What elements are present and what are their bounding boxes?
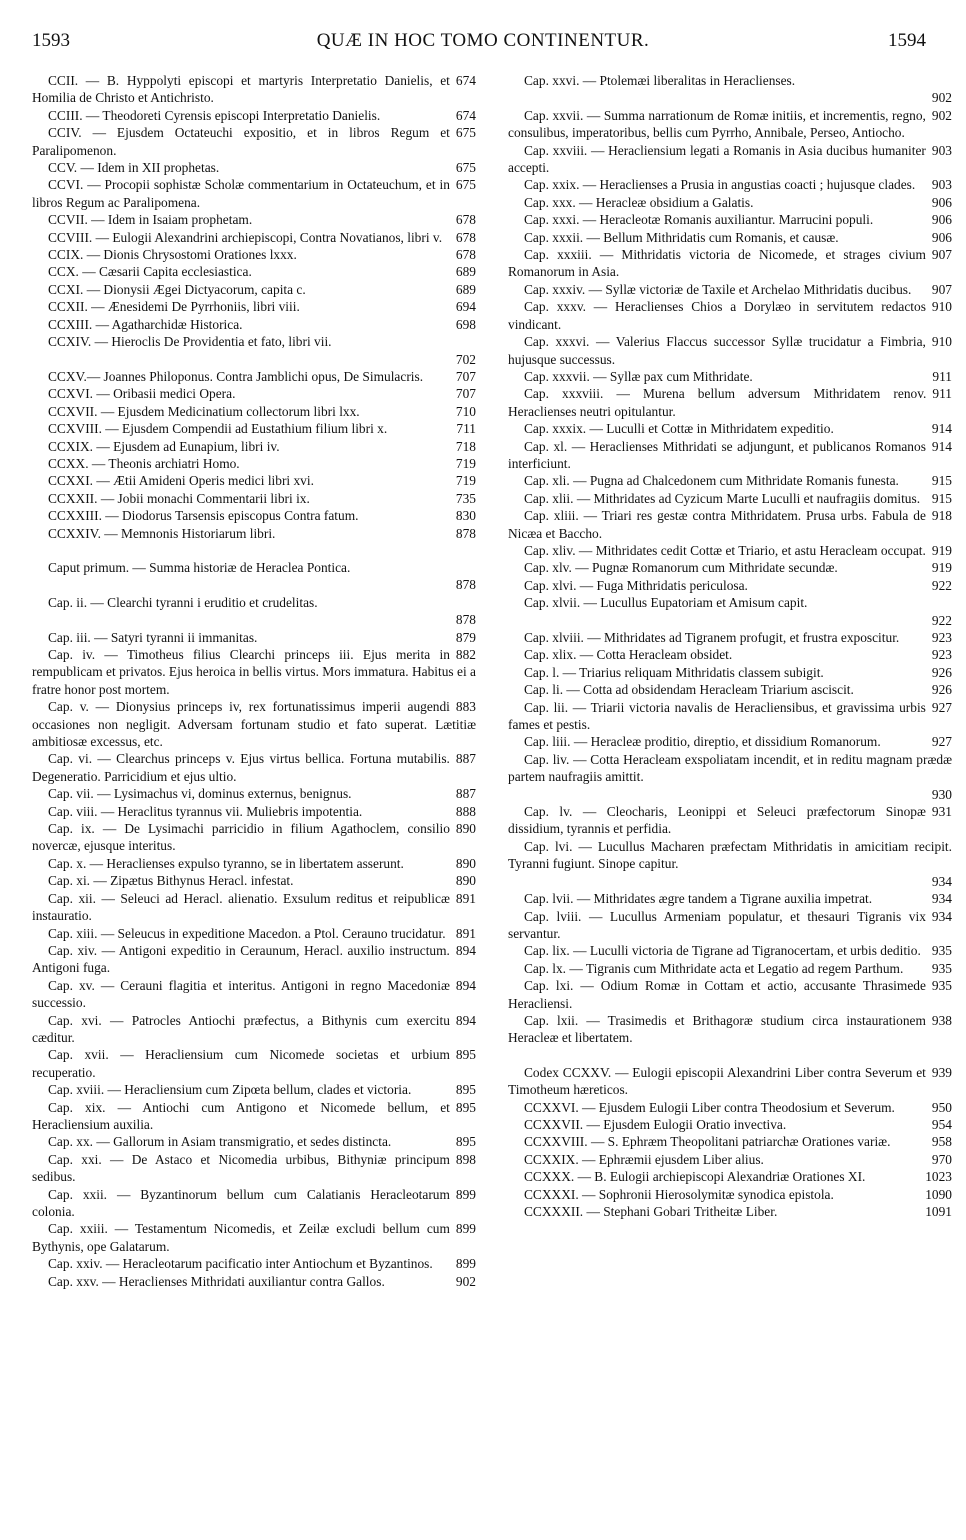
toc-entry-text: CCV. — Idem in XII prophetas. (48, 160, 220, 176)
toc-entry (508, 733, 952, 750)
toc-entry-text: Cap. xxxi. — Heracleotæ Romanis auxiliantur. Marrucini populi. (524, 212, 874, 228)
toc-entry-text: Cap. xviii. — Heracliensium cum Zipœta bellum, clades et victoria. (48, 1082, 412, 1098)
toc-entry (508, 577, 952, 594)
toc-entry-text: Cap. xxix. — Heraclienses a Prusia in angustias coacti ; hujusque clades. (524, 177, 916, 193)
toc-page-number: 878 (455, 577, 476, 593)
toc-page-number: 879 (455, 629, 476, 645)
toc-entry-text: Cap. liv. — Cotta Heracleam exspoliatam incendit, et in reditu magnam prædæ partem naufragiis amittit. (508, 751, 952, 785)
toc-page-number: 882 (455, 647, 476, 662)
toc-page-number: 923 (931, 647, 952, 663)
toc-page-number: 915 (931, 490, 952, 506)
toc-entry-text: Cap. xv. — Cerauni flagitia et interitus. Antigoni in regno Macedoniæ successio. (32, 977, 450, 1011)
toc-page-number: 914 (931, 421, 952, 437)
toc-entry (32, 124, 476, 159)
toc-page-number: 689 (455, 264, 476, 280)
toc-page-number: 887 (455, 786, 476, 802)
toc-entry-text: Cap. xxxiv. — Syllæ victoriæ de Taxile et Archelao Mithridatis ducibus. (524, 281, 912, 297)
toc-page-number: 678 (455, 212, 476, 228)
toc-entry (32, 1099, 476, 1134)
toc-entry (508, 629, 952, 646)
toc-page-number: 674 (455, 73, 476, 88)
toc-entry-text: Cap. iv. — Timotheus filius Clearchi princeps iii. Ejus merita in rempublicam et privatos. Ejus heroica in bellis virtus. Mors immatura. Habitus ei a fratre honor post mortem. (32, 647, 476, 697)
toc-entry (508, 908, 952, 943)
toc-entry (32, 890, 476, 925)
toc-entry-text: CCVI. — Procopii sophistæ Scholæ commentarium in Octateuchum, et in libros Regum ac Paralipomena. (32, 177, 450, 210)
toc-page-number: 934 (931, 873, 952, 889)
toc-entry-text: Cap. xlix. — Cotta Heracleam obsidet. (524, 647, 733, 663)
toc-entry (32, 107, 476, 124)
toc-entry (32, 507, 476, 524)
toc-entry-text: Cap. vi. — Clearchus princeps v. Ejus virtus bellica. Fortuna mutabilis. Degeneratio. Parricidium et ejus ultio. (32, 751, 450, 784)
toc-entry-text: CCXXXII. — Stephani Gobari Tritheitæ Liber. (524, 1204, 778, 1219)
toc-entry-text: Cap. viii. — Heraclitus tyrannus vii. Muliebris impotentia. (48, 803, 363, 819)
toc-entry-text: Cap. l. — Triarius reliquam Mithridatis classem subigit. (524, 664, 824, 680)
toc-entry-text: Cap. xix. — Antiochi cum Antigono et Nicomede bellum, et Heracliensium auxilia. (32, 1099, 450, 1132)
toc-entry (508, 1168, 952, 1185)
toc-entry (32, 159, 476, 176)
toc-page-number: 878 (455, 525, 476, 541)
toc-entry (32, 1012, 476, 1047)
toc-entry-text: CCXX. — Theonis archiatri Homo. (48, 455, 240, 471)
toc-page-number: 919 (931, 542, 952, 558)
toc-entry (508, 176, 952, 193)
toc-entry-text: CCXXII. — Jobii monachi Commentarii libri ix. (48, 490, 310, 506)
toc-entry (508, 1099, 952, 1116)
toc-entry (508, 229, 952, 246)
toc-entry (508, 281, 952, 298)
toc-entry (32, 420, 476, 437)
toc-entry-text: Cap. xxxii. — Bellum Mithridatis cum Romanis, et causæ. (524, 229, 839, 245)
toc-entry (32, 316, 476, 333)
toc-entry-text: CCXV.— Joannes Philoponus. Contra Jamblichi opus, De Simulacris. (48, 368, 424, 384)
toc-entry-text: Cap. lii. — Triarii victoria navalis de Heracliensibus, et gravissima urbis fames et pestis. (508, 699, 926, 733)
toc-entry-text: Cap. liii. — Heracleæ proditio, direptio, et dissidium Romanorum. (524, 734, 881, 750)
toc-entry-text: Cap. xlvi. — Fuga Mithridatis periculosa. (524, 577, 748, 593)
toc-page-number: 891 (455, 890, 476, 906)
toc-page-number: 678 (455, 229, 476, 245)
toc-page-number: 689 (455, 281, 476, 297)
toc-page-number: 934 (931, 891, 952, 907)
toc-page-number: 919 (931, 560, 952, 576)
toc-page-number: 894 (455, 942, 476, 958)
toc-entry-text: CCXII. — Ænesidemi De Pyrrhoniis, libri viii. (48, 299, 300, 315)
toc-entry-text: CCXXVII. — Ejusdem Eulogii Oratio invectiva. (524, 1116, 787, 1132)
toc-page-number: 911 (932, 386, 952, 402)
toc-entry (32, 559, 476, 594)
toc-entry (508, 490, 952, 507)
toc-entry-text: Cap. xx. — Gallorum in Asiam transmigratio, et sedes distincta. (48, 1134, 392, 1150)
toc-entry-text: Cap. iii. — Satyri tyranni ii immanitas. (48, 629, 258, 645)
toc-entry-text: Cap. xxi. — De Astaco et Nicomedia urbibus, Bithyniæ principum sedibus. (32, 1151, 450, 1185)
toc-entry-text: CCXIX. — Ejusdem ad Eunapium, libri iv. (48, 438, 280, 454)
toc-page-number: 711 (456, 421, 476, 437)
toc-entry (508, 1012, 952, 1047)
toc-entry (508, 942, 952, 959)
toc-entry (32, 925, 476, 942)
toc-entry-text: Cap. xiv. — Antigoni expeditio in Ceraunum, Heracl. auxilio instructum. Antigoni fuga. (32, 942, 450, 976)
toc-entry (508, 298, 952, 333)
toc-page-number: 675 (455, 160, 476, 176)
toc-entry (508, 438, 952, 473)
toc-entry (32, 455, 476, 472)
toc-entry-text: CCXVII. — Ejusdem Medicinatium collectorum libri lxx. (48, 403, 360, 419)
toc-page-number: 887 (455, 751, 476, 767)
toc-entry-text: Cap. xlviii. — Mithridates ad Tigranem profugit, et frustra exposcitur. (524, 630, 900, 645)
toc-entry-text: Cap. xliii. — Triari res gestæ contra Mithridatem. Prusa urbs. Fabula de Nicæa et Baccho. (508, 508, 926, 541)
toc-entry-text: CCX. — Cæsarii Capita ecclesiastica. (48, 264, 252, 280)
toc-entry (32, 942, 476, 977)
toc-page-number: 903 (931, 142, 952, 158)
toc-page-number: 719 (455, 455, 476, 471)
toc-entry (32, 490, 476, 507)
toc-page-number: 903 (931, 177, 952, 193)
toc-page-number: 891 (455, 925, 476, 941)
toc-page-number: 707 (455, 368, 476, 384)
toc-entry-text: Cap. xxxviii. — Murena bellum adversum Mithridatem renov. Heraclienses neutri opitulantur. (508, 386, 927, 419)
toc-page-number: 898 (455, 1151, 476, 1167)
toc-page-number: 883 (455, 699, 476, 715)
toc-entry (508, 385, 952, 420)
toc-entry (32, 1220, 476, 1255)
toc-page-number: 894 (455, 977, 476, 993)
toc-entry-text: Cap. xiii. — Seleucus in expeditione Macedon. a Ptol. Cerauno trucidatur. (48, 925, 446, 941)
toc-entry (508, 472, 952, 489)
right-column (508, 72, 952, 1220)
toc-entry (32, 594, 476, 629)
toc-entry (32, 438, 476, 455)
toc-page-number: 899 (455, 1221, 476, 1237)
toc-page-number: 911 (932, 368, 952, 384)
toc-entry (508, 699, 952, 734)
toc-page-number: 895 (455, 1099, 476, 1115)
toc-entry-text: Cap. xxx. — Heracleæ obsidium a Galatis. (524, 194, 754, 210)
toc-entry (508, 803, 952, 838)
toc-entry-text: Cap. xxviii. — Heracliensium legati a Romanis in Asia ducibus humaniter accepti. (508, 142, 926, 176)
toc-entry (508, 107, 952, 142)
toc-entry (32, 646, 476, 698)
toc-entry-text: Cap. xvii. — Heracliensium cum Nicomede societas et urbium recuperatio. (32, 1047, 450, 1080)
toc-entry-text: Cap. lviii. — Lucullus Armeniam populatur, et thesauri Tigranis vix servantur. (508, 908, 926, 941)
toc-page-number: 1090 (925, 1186, 952, 1202)
toc-entry (508, 368, 952, 385)
toc-entry-text: Cap. xli. — Pugna ad Chalcedonem cum Mithridate Romanis funesta. (524, 473, 899, 489)
toc-entry-text: Cap. lxi. — Odium Romæ in Cottam et actio, accusante Thrasimede Heracliensi. (508, 978, 926, 1011)
toc-page-number: 914 (931, 438, 952, 454)
toc-entry-text: Cap. lv. — Cleocharis, Leonippi et Seleuci præfectorum Sinopæ dissidium, tyrannis et perfidia. (508, 804, 926, 837)
toc-entry (508, 194, 952, 211)
toc-entry (508, 559, 952, 576)
toc-entry-text: Cap. v. — Dionysius princeps iv, rex fortunatissimus imperii augendi occasiones non negligit. Adversam fortunam studio et fato superat. Lætitiæ ambitiosæ excessus, etc. (32, 699, 476, 750)
toc-entry-text: CCII. — B. Hyppolyti episcopi et martyris Interpretatio Danielis, et Homilia de Christo et Antichristo. (32, 73, 450, 106)
toc-entry-text: Cap. xxxvii. — Syllæ pax cum Mithridate. (524, 368, 753, 384)
toc-entry (32, 1133, 476, 1150)
toc-page-number: 707 (455, 386, 476, 402)
toc-page-number: 894 (455, 1012, 476, 1028)
toc-page-number: 906 (931, 229, 952, 245)
toc-page-number: 906 (931, 194, 952, 210)
toc-entry (508, 890, 952, 907)
toc-page-number: 890 (455, 873, 476, 889)
toc-entry-text: Cap. li. — Cotta ad obsidendam Heracleam Triarium asciscit. (524, 682, 854, 698)
toc-entry (508, 1116, 952, 1133)
toc-entry (32, 1046, 476, 1081)
toc-entry (32, 298, 476, 315)
toc-entry-text: CCXXX. — B. Eulogii archiepiscopi Alexandriæ Orationes XI. (524, 1169, 866, 1185)
toc-entry-text: Cap. xxiii. — Testamentum Nicomedis, et Zeilæ excludi bellum cum Bythynis, ope Galatarum. (32, 1221, 450, 1254)
toc-page-number: 931 (931, 804, 952, 820)
toc-entry (508, 838, 952, 890)
toc-entry (32, 403, 476, 420)
toc-entry (32, 385, 476, 402)
toc-entry-text: Cap. lix. — Luculli victoria de Tigrane ad Tigranocertam, et urbis deditio. (524, 943, 921, 959)
toc-entry-text: Cap. xxiv. — Heracleotarum pacificatio inter Antiochum et Byzantinos. (48, 1256, 433, 1272)
toc-entry (508, 751, 952, 803)
toc-entry (32, 872, 476, 889)
toc-page-number: 735 (455, 490, 476, 506)
toc-page-number: 938 (931, 1012, 952, 1028)
toc-entry (32, 1151, 476, 1186)
left-column (32, 72, 476, 1290)
toc-page-number: 907 (931, 281, 952, 297)
toc-page-number: 939 (931, 1064, 952, 1080)
toc-page-number: 970 (931, 1151, 952, 1167)
toc-page-number: 830 (455, 508, 476, 524)
toc-page-number: 910 (931, 299, 952, 315)
toc-entry-text: CCXIV. — Hieroclis De Providentia et fato, libri vii. (48, 334, 332, 350)
toc-entry (32, 229, 476, 246)
toc-page-number: 927 (931, 699, 952, 715)
toc-entry (32, 246, 476, 263)
toc-entry-text: Cap. ii. — Clearchi tyranni i eruditio et crudelitas. (48, 594, 318, 610)
toc-page-number: 694 (455, 299, 476, 315)
toc-page-number: 954 (931, 1116, 952, 1132)
toc-entry-text: Cap. xxii. — Byzantinorum bellum cum Calatianis Heracleotarum colonia. (32, 1186, 450, 1219)
toc-entry (508, 1151, 952, 1168)
toc-entry-text: CCXXVI. — Ejusdem Eulogii Liber contra Theodosium et Severum. (524, 1099, 895, 1115)
toc-page-number: 922 (931, 577, 952, 593)
toc-entry (32, 750, 476, 785)
toc-page-number: 675 (455, 177, 476, 193)
toc-page-number: 935 (931, 943, 952, 959)
toc-entry-text: Cap. xxvii. — Summa narrationum de Romæ initiis, et incrementis, regno, consulibus, imperatoribus, bellis cum Pyrrho, Annibale, Perseo, Antiocho. (508, 107, 926, 141)
toc-entry-text: Cap. x. — Heraclienses expulso tyranno, se in libertatem asserunt. (48, 855, 404, 871)
toc-entry (508, 542, 952, 559)
toc-entry (508, 211, 952, 228)
toc-entry (32, 820, 476, 855)
toc-page-number: 915 (931, 473, 952, 489)
toc-entry-text: Cap. lvii. — Mithridates ægre tandem a Tigrane auxilia impetrat. (524, 891, 873, 907)
toc-page-number: 674 (455, 107, 476, 123)
toc-entry-text: Cap. ix. — De Lysimachi parricidio in filium Agathoclem, consilio novercæ, ejusque interitus. (32, 821, 450, 854)
toc-page-number: 902 (931, 107, 952, 123)
toc-page-number: 710 (455, 403, 476, 419)
page-number-left: 1593 (32, 30, 70, 51)
toc-page-number: 922 (931, 612, 952, 628)
toc-entry-text: CCXVIII. — Ejusdem Compendii ad Eustathium filium libri x. (48, 421, 388, 437)
toc-entry (32, 698, 476, 750)
toc-entry (508, 646, 952, 663)
toc-page-number: 902 (455, 1273, 476, 1289)
toc-entry-text: CCXXIX. — Ephræmii ejusdem Liber alius. (524, 1151, 764, 1167)
toc-page-number: 918 (931, 508, 952, 524)
toc-page-number: 895 (455, 1047, 476, 1063)
toc-entry-text: CCXXVIII. — S. Ephræm Theopolitani patriarchæ Orationes variæ. (524, 1134, 891, 1150)
toc-entry-text: CCXXIII. — Diodorus Tarsensis episcopus Contra fatum. (48, 508, 359, 524)
toc-entry (32, 977, 476, 1012)
toc-entry-text: Cap. xlvii. — Lucullus Eupatoriam et Amisum capit. (524, 595, 808, 611)
toc-entry-text: CCXXIV. — Memnonis Historiarum libri. (48, 525, 276, 541)
page-number-right: 1594 (888, 30, 926, 51)
toc-entry (32, 785, 476, 802)
toc-entry (32, 1255, 476, 1272)
toc-page-number: 927 (931, 734, 952, 750)
toc-entry-text: Cap. xvi. — Patrocles Antiochi præfectus, a Bithynis cum exercitu cæditur. (32, 1012, 450, 1045)
toc-entry (508, 1133, 952, 1150)
toc-entry (32, 525, 476, 542)
toc-entry-text: Caput primum. — Summa historiæ de Heraclea Pontica. (48, 559, 351, 575)
toc-entry-text: Cap. xxxvi. — Valerius Flaccus successor Syllæ trucidatur a Fimbria, hujusque successus. (508, 334, 926, 367)
toc-entry-text: Cap. vii. — Lysimachus vi, dominus externus, benignus. (48, 786, 352, 802)
toc-entry (32, 176, 476, 211)
toc-entry-text: Cap. xii. — Seleuci ad Heracl. alienatio. Exsulum reditus et reipublicæ instauratio. (32, 890, 450, 924)
toc-page-number: 958 (931, 1134, 952, 1150)
toc-entry (508, 507, 952, 542)
toc-page-number: 906 (931, 212, 952, 228)
toc-entry-text: CCIII. — Theodoreti Cyrensis episcopi Interpretatio Danielis. (48, 107, 381, 123)
toc-entry (508, 664, 952, 681)
toc-entry (32, 211, 476, 228)
toc-entry (32, 1081, 476, 1098)
toc-entry-text: Cap. xxxiii. — Mithridatis victoria de Nicomede, et strages civium Romanorum in Asia. (508, 247, 926, 280)
toc-entry-text: CCXI. — Dionysii Ægei Dictyacorum, capita c. (48, 281, 306, 297)
toc-entry (32, 72, 476, 107)
toc-entry-text: CCXXI. — Ætii Amideni Operis medici libri xvi. (48, 473, 314, 489)
toc-page-number: 1023 (925, 1169, 952, 1185)
toc-entry-text: Cap. xi. — Zipætus Bithynus Heracl. infestat. (48, 873, 294, 889)
toc-entry-text: CCVIII. — Eulogii Alexandrini archiepiscopi, Contra Novatianos, libri v. (48, 229, 443, 245)
toc-entry-text: Cap. xxxix. — Luculli et Cottæ in Mithridatem expeditio. (524, 421, 834, 437)
toc-entry (508, 246, 952, 281)
toc-entry-text: Cap. xl. — Heraclienses Mithridati se adjungunt, et publicanos Romanos interficiunt. (508, 438, 926, 471)
toc-page-number: 926 (931, 682, 952, 698)
toc-page-number: 675 (455, 125, 476, 141)
toc-entry (508, 1186, 952, 1203)
toc-entry (508, 681, 952, 698)
toc-entry (32, 855, 476, 872)
toc-entry (508, 960, 952, 977)
toc-entry (508, 142, 952, 177)
toc-entry (508, 1064, 952, 1099)
toc-page-number: 899 (455, 1256, 476, 1272)
toc-entry-text: CCIV. — Ejusdem Octateuchi expositio, et in libros Regum et Paralipomenon. (32, 125, 450, 158)
toc-entry-text: Cap. xxvi. — Ptolemæi liberalitas in Heraclienses. (524, 73, 796, 88)
toc-page-number: 907 (931, 247, 952, 263)
toc-entry-text: Codex CCXXV. — Eulogii episcopii Alexandrini Liber contra Severum et Timotheum hæreticos. (508, 1064, 926, 1098)
toc-entry-text: CCVII. — Idem in Isaiam prophetam. (48, 212, 253, 228)
toc-entry-text: CCXIII. — Agatharchidæ Historica. (48, 316, 243, 332)
toc-entry-text: Cap. xliv. — Mithridates cedit Cottæ et Triario, et astu Heracleam occupat. (524, 542, 926, 558)
toc-entry-text: Cap. xlii. — Mithridates ad Cyzicum Marte Luculli et naufragiis domitus. (524, 490, 921, 506)
toc-page-number: 702 (455, 351, 476, 367)
toc-page-number: 895 (455, 1134, 476, 1150)
toc-page-number: 878 (455, 612, 476, 628)
toc-page-number: 899 (455, 1186, 476, 1202)
toc-entry (508, 72, 952, 107)
toc-entry-text: Cap. lxii. — Trasimedis et Brithagoræ studium circa instaurationem Heracleæ et libertatem. (508, 1012, 926, 1046)
toc-page-number: 678 (455, 247, 476, 263)
toc-entry-text: Cap. xxxv. — Heraclienses Chios a Dorylæo in servitutem redactos vindicant. (508, 299, 926, 332)
toc-page-number: 950 (931, 1099, 952, 1115)
toc-page-number: 923 (931, 630, 952, 645)
toc-entry (32, 472, 476, 489)
toc-page-number: 895 (455, 1082, 476, 1098)
toc-page-number: 719 (455, 473, 476, 489)
toc-entry-text: CCXVI. — Oribasii medici Opera. (48, 386, 236, 402)
toc-page-number: 1091 (925, 1204, 952, 1219)
toc-page-number: 930 (931, 786, 952, 802)
toc-page-number: 902 (931, 90, 952, 106)
toc-entry-text: CCXXXI. — Sophronii Hierosolymitæ synodica epistola. (524, 1186, 834, 1202)
toc-entry (32, 629, 476, 646)
toc-entry-text: Cap. lvi. — Lucullus Macharen præfectam Mithridatis in amicitiam recipit. Tyranni fugiunt. Sinope capitur. (508, 838, 952, 872)
toc-page-number: 935 (931, 960, 952, 976)
toc-entry (508, 420, 952, 437)
toc-page-number: 888 (455, 803, 476, 819)
toc-entry (32, 281, 476, 298)
toc-entry (32, 368, 476, 385)
toc-page-number: 934 (931, 908, 952, 924)
toc-entry (32, 803, 476, 820)
toc-entry (32, 1186, 476, 1221)
toc-entry (508, 1203, 952, 1220)
toc-entry-text: Cap. xxv. — Heraclienses Mithridati auxiliantur contra Gallos. (48, 1273, 385, 1289)
toc-entry (32, 263, 476, 280)
toc-page-number: 698 (455, 316, 476, 332)
toc-page-number: 935 (931, 978, 952, 994)
toc-entry (508, 333, 952, 368)
toc-page-number: 910 (931, 334, 952, 350)
running-title: QUÆ IN HOC TOMO CONTINENTUR. (316, 30, 650, 51)
page-header (0, 0, 966, 50)
toc-page-number: 890 (455, 821, 476, 837)
toc-entry-text: Cap. lx. — Tigranis cum Mithridate acta et Legatio ad regem Parthum. (524, 960, 904, 976)
toc-page-number: 926 (931, 664, 952, 680)
toc-entry (508, 594, 952, 629)
toc-entry-text: CCIX. — Dionis Chrysostomi Orationes lxxx. (48, 247, 297, 263)
toc-entry (32, 1273, 476, 1290)
toc-page-number: 718 (455, 438, 476, 454)
toc-entry (32, 333, 476, 368)
toc-entry (508, 977, 952, 1012)
toc-entry-text: Cap. xlv. — Pugnæ Romanorum cum Mithridate secundæ. (524, 560, 838, 576)
toc-page-number: 890 (455, 855, 476, 871)
